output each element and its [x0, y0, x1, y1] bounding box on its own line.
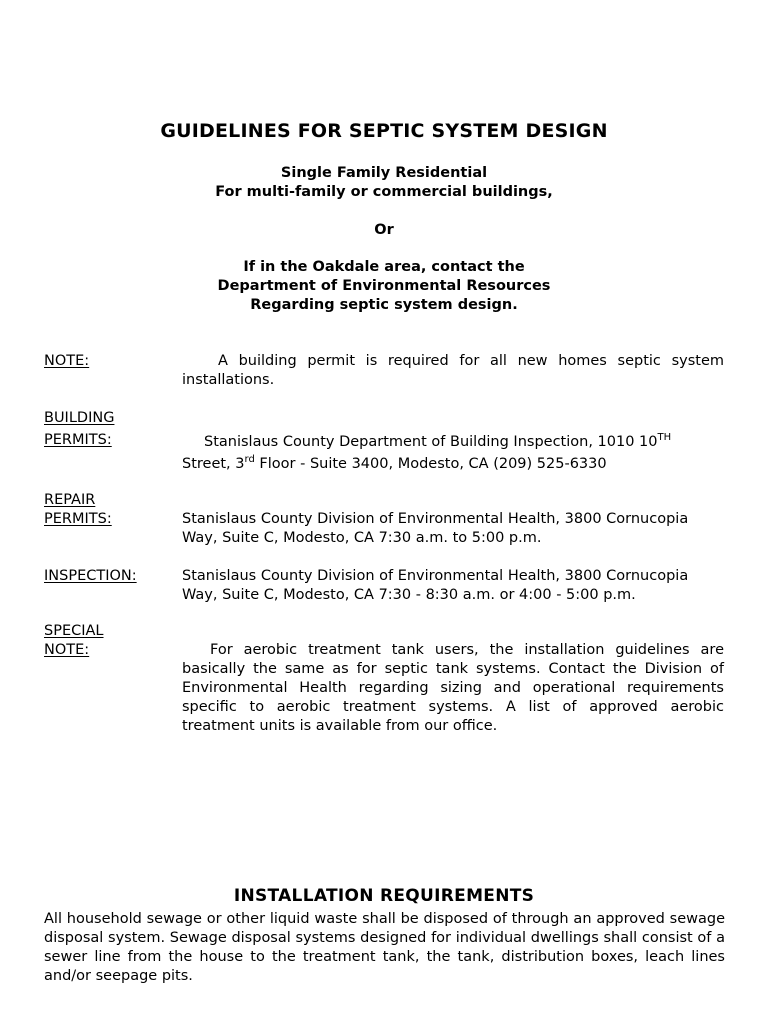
building-permits-text-part-1: Stanislaus County Department of Building Inspection, 1010 10: [204, 434, 658, 450]
document-title: GUIDELINES FOR SEPTIC SYSTEM DESIGN: [160, 120, 608, 142]
subtitle-or: Or: [374, 222, 394, 238]
special-note-label-1: SPECIAL: [44, 623, 104, 639]
building-permits-sup-1: TH: [657, 432, 672, 443]
building-permits-text-part-2: Street, 3: [182, 456, 245, 472]
inspection-text: Stanislaus County Division of Environmental Health, 3800 Cornucopia Way, Suite C, Modesto, CA 7:30 - 8:30 a.m. or 4:00 - 5:00 p.m.: [182, 568, 689, 603]
building-permits-label-2: PERMITS:: [44, 432, 112, 448]
subtitle-line-2: For multi-family or commercial buildings,: [215, 184, 553, 200]
building-permits-text: [182, 431, 724, 475]
subtitle-line-5: Regarding septic system design.: [250, 297, 518, 313]
building-permits-label-1: BUILDING: [44, 410, 115, 426]
special-note-text: For aerobic treatment tank users, the installation guidelines are basically the same as for septic tank systems. Contact the Division of Environmental Health regarding sizing and operational requirements specific to aerobic treatment systems. A list of approved aerobic treatment units is available from our office.: [182, 642, 724, 734]
repair-permits-label-2: PERMITS:: [44, 511, 112, 527]
installation-text: All household sewage or other liquid waste shall be disposed of through an approved sewage disposal system. Sewage disposal systems designed for individual dwellings shall consist of a sewer line from the house to the treatment tank, the tank, distribution boxes, leach lines and/or seepage pits.: [44, 911, 725, 984]
note-label: NOTE:: [44, 353, 90, 369]
building-permits-text-part-3: Floor - Suite 3400, Modesto, CA (209) 525-6330: [254, 456, 607, 472]
installation-heading: INSTALLATION REQUIREMENTS: [233, 886, 535, 906]
note-text: A building permit is required for all new homes septic system installations.: [182, 353, 724, 388]
subtitle-line-3: If in the Oakdale area, contact the: [243, 259, 525, 275]
building-permits-sup-2: rd: [244, 454, 255, 465]
subtitle-line-1: Single Family Residential: [280, 165, 488, 181]
inspection-label: INSPECTION:: [44, 568, 137, 584]
repair-permits-text: Stanislaus County Division of Environmental Health, 3800 Cornucopia Way, Suite C, Modesto, CA 7:30 a.m. to 5:00 p.m.: [182, 511, 689, 546]
special-note-label-2: NOTE:: [44, 642, 90, 658]
repair-permits-label-1: REPAIR: [44, 492, 96, 508]
subtitle-line-4: Department of Environmental Resources: [217, 278, 551, 294]
